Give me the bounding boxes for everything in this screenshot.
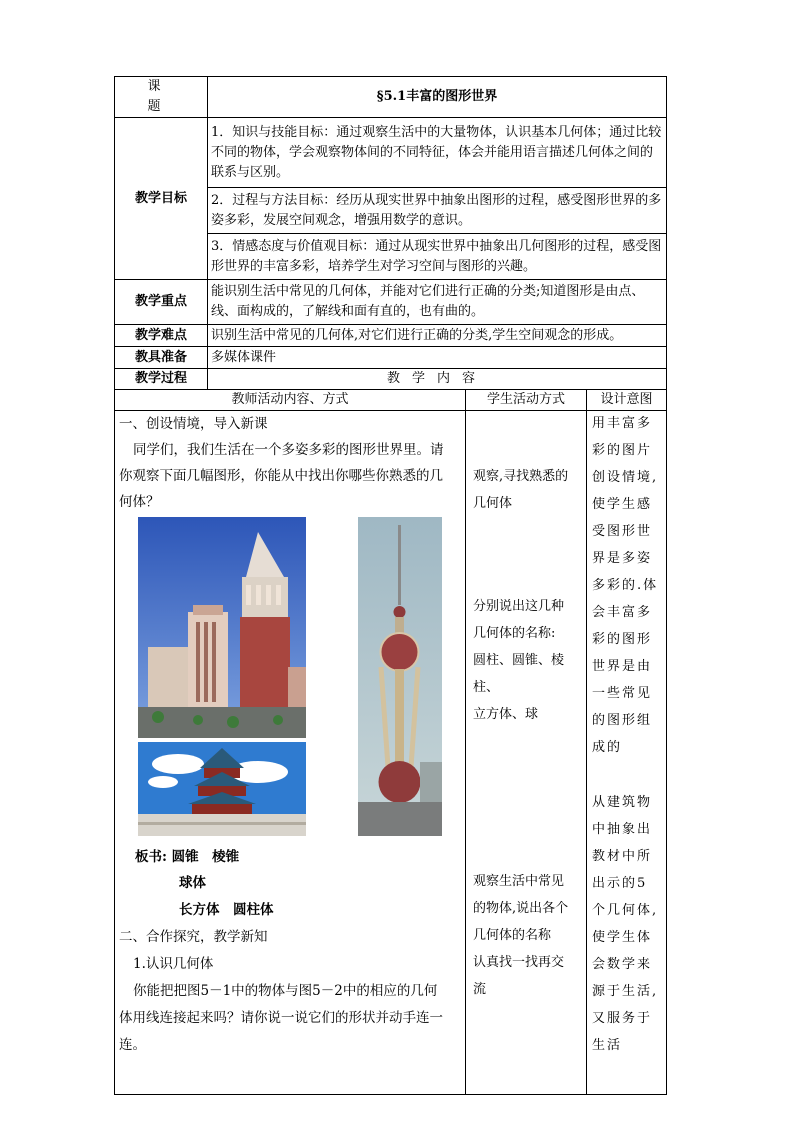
topic-label: 课 题	[115, 77, 208, 118]
temple-of-heaven-photo	[138, 742, 306, 836]
student-block-3: 观察生活中常见 的物体,说出各个 几何体的名称 认真找一找再交 流	[473, 874, 569, 997]
intro-line-2: 你观察下面几幅图形，你能从中找出你哪些你熟悉的几	[119, 468, 443, 484]
materials-text: 多媒体课件	[208, 347, 667, 369]
col-design-header: 设计意图	[587, 390, 667, 411]
intro-line-1: 同学们，我们生活在一个多姿多彩的图形世界里。请	[133, 442, 444, 458]
task-line-3: 连。	[119, 1037, 146, 1053]
venetian-building-photo	[138, 517, 306, 738]
content-label: 教学内容	[208, 369, 667, 390]
objective-3: 3．情感态度与价值观目标：通过从现实世界中抽象出几何图形的过程，感受图形世界的丰富多彩，培养学生对学习空间与图形的兴趣。	[208, 234, 667, 280]
difficult-points-label: 教学难点	[115, 325, 208, 347]
intro-line-3: 何体？	[119, 494, 160, 510]
objective-2: 2．过程与方法目标：经历从现实世界中抽象出图形的过程，感受图形世界的多姿多彩，发展空间观念，增强用数学的意识。	[208, 188, 667, 234]
materials-label: 教具准备	[115, 347, 208, 369]
task-line-1: 你能把把图5－1中的物体与图5－2中的相应的几何	[133, 983, 438, 999]
board-line-1: 板书: 圆锥 棱锥	[135, 849, 240, 865]
teacher-activity-cell	[115, 411, 466, 1095]
design-block-2: 从建筑物 中抽象出 教材中所 出示的5 个几何体, 使学生体 会数学来 源于生活, 又服务于 生活	[592, 795, 659, 1053]
board-line-3: 长方体 圆柱体	[179, 902, 274, 918]
lesson-plan-table	[114, 76, 667, 1095]
student-activity-cell	[466, 411, 587, 1095]
task-line-2: 体用线连接起来吗？请你说一说它们的形状并动手连一	[119, 1010, 443, 1026]
design-intent-cell	[587, 411, 667, 1095]
col-teacher-header: 教师活动内容、方式	[115, 390, 466, 411]
col-student-header: 学生活动方式	[466, 390, 587, 411]
topic-title: §5.1丰富的图形世界	[208, 77, 667, 118]
objective-1: 1．知识与技能目标：通过观察生活中的大量物体，认识基本几何体；通过比较不同的物体，学会观察物体间的不同特征，体会并能用语言描述几何体之间的联系与区别。	[208, 118, 667, 188]
process-label: 教学过程	[115, 369, 208, 390]
objectives-label: 教学目标	[115, 118, 208, 280]
student-block-2: 分别说出这几种 几何体的名称: 圆柱、圆锥、棱柱、 立方体、球	[473, 599, 565, 722]
pearl-tower-photo	[358, 517, 442, 836]
key-points-text: 能识别生活中常见的几何体，并能对它们进行正确的分类;知道图形是由点、线、面构成的，了解线和面有直的，也有曲的。	[208, 280, 667, 325]
key-points-label: 教学重点	[115, 280, 208, 325]
board-line-2: 球体	[179, 875, 206, 891]
section-1-heading: 一、创设情境，导入新课	[119, 416, 268, 432]
design-block-1: 用丰富多 彩的图片 创设情境, 使学生感 受图形世 界是多姿 多彩的.体 会丰富多 彩的图形 世界是由 一些常见 的图形组 成的	[592, 416, 659, 755]
section-2-heading: 二、合作探究，教学新知	[119, 929, 268, 945]
subsection-heading: 1.认识几何体	[133, 956, 214, 972]
difficult-points-text: 识别生活中常见的几何体,对它们进行正确的分类,学生空间观念的形成。	[208, 325, 667, 347]
student-block-1: 观察,寻找熟悉的 几何体	[473, 469, 569, 511]
